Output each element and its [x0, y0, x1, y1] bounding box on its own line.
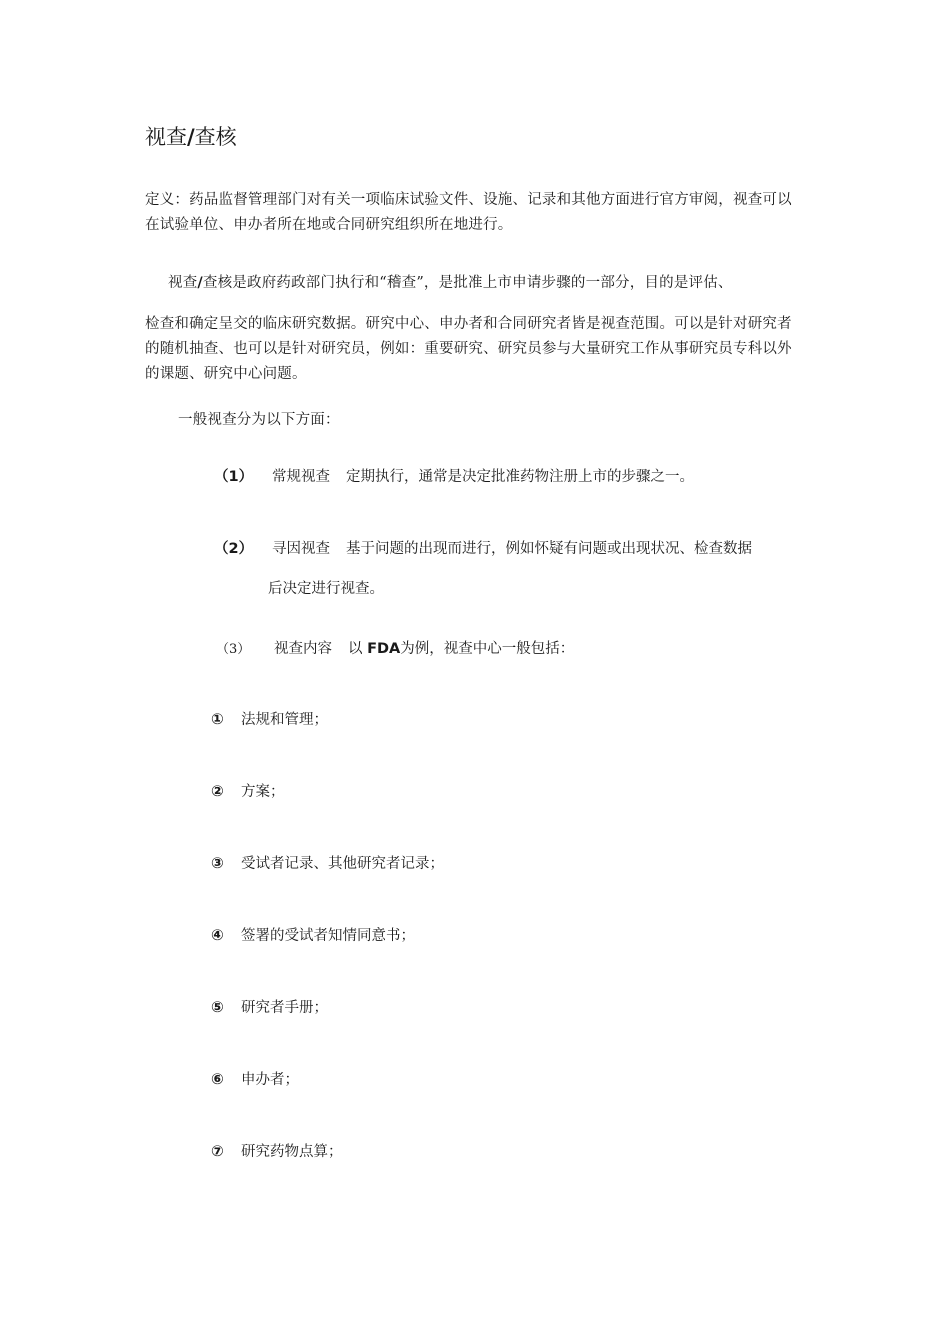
- list-marker: ①: [211, 710, 224, 728]
- category-term: 视查内容: [274, 641, 332, 657]
- list-marker: ⑥: [211, 1070, 224, 1088]
- list-marker: ②: [211, 782, 224, 800]
- list-item: [211, 995, 328, 1021]
- list-item: [211, 707, 328, 733]
- list-marker: ⑤: [211, 998, 224, 1016]
- description-paragraph: 检查和确定呈交的临床研究数据。研究中心、申办者和合同研究者皆是视查范围。可以是针对研究者的随机抽查、也可以是针对研究员，例如：重要研究、研究员参与大量研究工作从事研究员专科以外的课题、研究中心问题。: [145, 316, 792, 382]
- list-text: 受试者记录、其他研究者记录；: [241, 856, 444, 872]
- title-part2: 查核: [194, 125, 237, 149]
- list-item: [211, 851, 444, 877]
- list-marker: ④: [211, 926, 224, 944]
- list-item: [211, 923, 415, 949]
- description-slash: /: [197, 275, 203, 291]
- title-part1: 视查: [145, 125, 187, 149]
- list-item: [211, 1139, 343, 1165]
- list-item: [211, 779, 285, 805]
- page-title: [145, 122, 237, 152]
- list-text: 申办者；: [241, 1072, 299, 1088]
- list-item: [211, 1067, 299, 1093]
- category-number: （3）: [216, 642, 251, 657]
- category-term: 寻因视查: [272, 541, 330, 557]
- title-slash: /: [187, 125, 195, 149]
- list-text: 签署的受试者知情同意书；: [241, 928, 415, 944]
- list-text: 方案；: [241, 784, 285, 800]
- description-first-line: [168, 271, 733, 296]
- category-desc-pre: 以: [348, 641, 363, 657]
- description-pre: 视查: [168, 275, 198, 291]
- list-marker: ⑦: [211, 1142, 224, 1160]
- category-desc: 基于问题的出现而进行，例如怀疑有问题或出现状况、检查数据: [346, 541, 752, 557]
- list-text: 法规和管理；: [241, 712, 328, 728]
- category-desc-bold: FDA: [367, 641, 401, 657]
- category-desc: 定期执行，通常是决定批准药物注册上市的步骤之一。: [346, 469, 694, 485]
- intro-line: 一般视查分为以下方面：: [178, 412, 340, 428]
- description-post: 查核是政府药政部门执行和“稽查”，是批准上市申请步骤的一部分，目的是评估、: [202, 275, 733, 291]
- definition-paragraph: 定义：药品监督管理部门对有关一项临床试验文件、设施、记录和其他方面进行官方审阅，视查可以在试验单位、申办者所在地或合同研究组织所在地进行。: [145, 192, 792, 233]
- list-text: 研究者手册；: [241, 1000, 328, 1016]
- category-item: [214, 465, 694, 490]
- category-item: [214, 537, 752, 562]
- category-desc-post: 为例，视查中心一般包括：: [400, 641, 575, 657]
- list-text: 研究药物点算；: [241, 1144, 343, 1160]
- category-number: （1）: [214, 469, 254, 485]
- category-item: [216, 637, 574, 662]
- category-term: 常规视查: [272, 469, 330, 485]
- list-marker: ③: [211, 854, 224, 872]
- category-desc-continued: 后决定进行视查。: [268, 581, 384, 597]
- category-number: （2）: [214, 541, 254, 557]
